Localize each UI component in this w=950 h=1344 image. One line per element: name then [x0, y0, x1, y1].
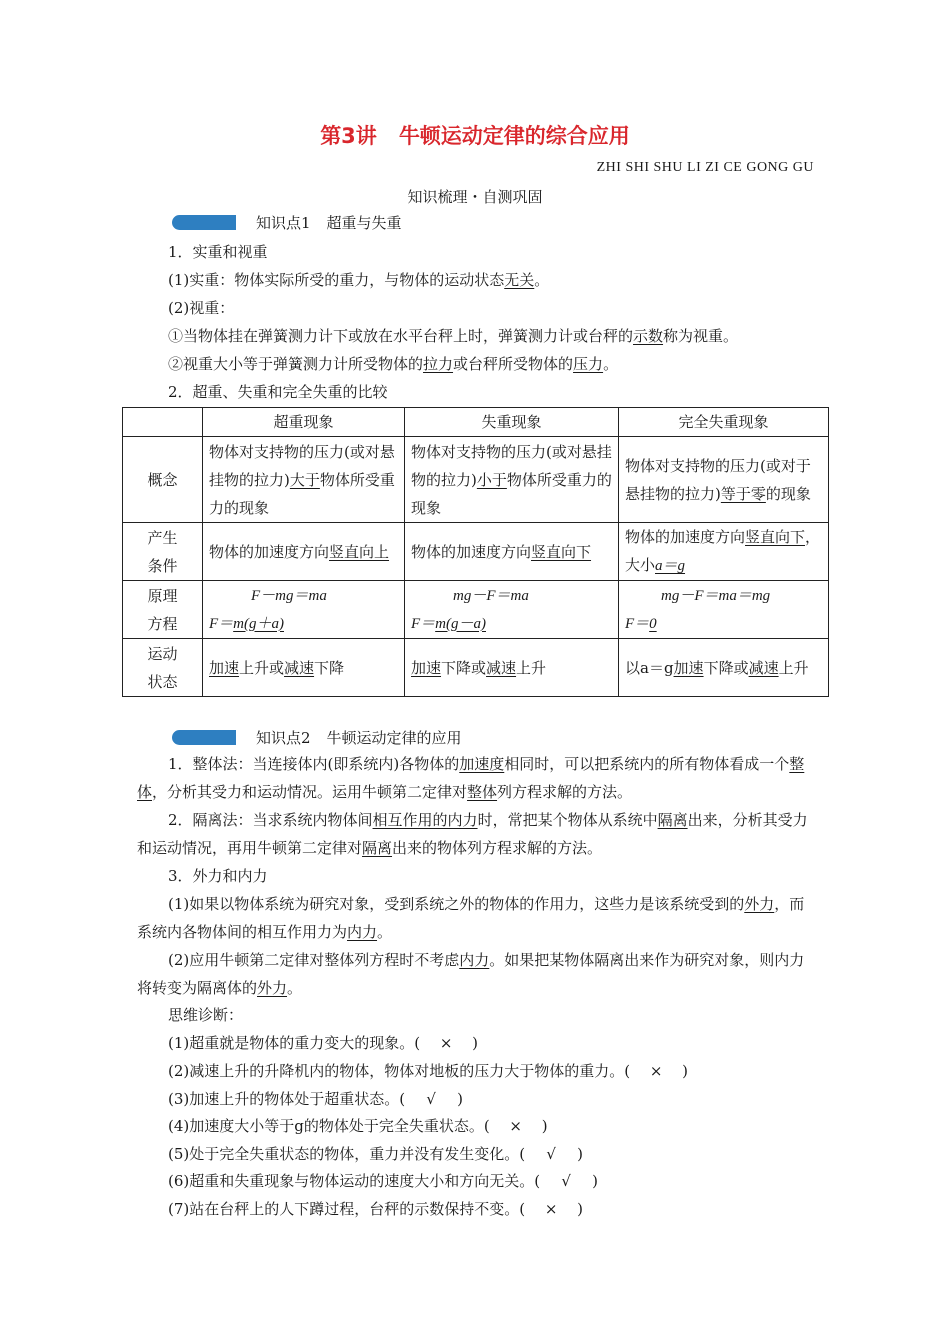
table-cell: 物体对支持物的压力(或对悬挂物的拉力)小于物体所受重力的现象: [405, 437, 619, 523]
table-cell: F－mg＝ma F＝m(g＋a): [203, 581, 405, 639]
table-cell: 物体对支持物的压力(或对悬挂物的拉力)大于物体所受重力的现象: [203, 437, 405, 523]
table-cell: mg－F＝ma＝mg F＝0: [619, 581, 829, 639]
row-label: 原理 方程: [123, 581, 203, 639]
section-subhead: 知识梳理・自测巩固: [407, 188, 543, 206]
table-row: [123, 523, 829, 581]
table-row: [123, 437, 829, 523]
kp1-item-1: 1．实重和视重: [168, 243, 268, 261]
knowledge-point-2-heading: 知识点2 牛顿运动定律的应用: [172, 727, 462, 748]
diagnosis-item: (1)超重就是物体的重力变大的现象。( × ): [168, 1034, 478, 1052]
table-cell: mg－F＝ma F＝m(g－a): [405, 581, 619, 639]
table-header: 失重现象: [405, 408, 619, 437]
kp1-item-1b1: ①当物体挂在弹簧测力计下或放在水平台秤上时，弹簧测力计或台秤的示数称为视重。: [168, 327, 739, 345]
diagnosis-title: 思维诊断：: [168, 1006, 244, 1024]
table-cell: 物体的加速度方向竖直向上: [203, 523, 405, 581]
kp2-item-3: 3．外力和内力: [168, 867, 268, 885]
comparison-table: [122, 407, 829, 697]
kp2-paragraph-external: (1)如果以物体系统为研究对象，受到系统之外的物体的作用力，这些力是该系统受到的外力，而系统内各物体间的相互作用力为内力。: [137, 895, 805, 941]
table-row: [123, 639, 829, 697]
table-cell: 加速上升或减速下降: [203, 639, 405, 697]
diagnosis-item: (4)加速度大小等于g的物体处于完全失重状态。( × ): [168, 1117, 548, 1135]
diagnosis-item: (3)加速上升的物体处于超重状态。( √ ): [168, 1090, 463, 1108]
row-label: 产生 条件: [123, 523, 203, 581]
kp1-item-1a: (1)实重：物体实际所受的重力，与物体的运动状态无关。: [168, 271, 550, 289]
table-cell: 物体对支持物的压力(或对于悬挂物的拉力)等于零的现象: [619, 437, 829, 523]
table-row: [123, 581, 829, 639]
kp1-item-1b: (2)视重：: [168, 299, 235, 317]
diagnosis-item: (5)处于完全失重状态的物体，重力并没有发生变化。( √ ): [168, 1145, 583, 1163]
kp2-paragraph-isolate: 2．隔离法：当求系统内物体间相互作用的内力时，常把某个物体从系统中隔离出来，分析其受力和运动情况，再用牛顿第二定律对隔离出来的物体列方程求解的方法。: [137, 811, 808, 857]
pinyin-heading: ZHI SHI SHU LI ZI CE GONG GU: [596, 160, 814, 175]
table-header-row: [123, 408, 829, 437]
table-cell: 物体的加速度方向竖直向下: [405, 523, 619, 581]
row-label: 概念: [123, 437, 203, 523]
diagnosis-item: (7)站在台秤上的人下蹲过程，台秤的示数保持不变。( × ): [168, 1200, 583, 1218]
table-cell: 加速下降或减速上升: [405, 639, 619, 697]
table-corner-cell: [123, 408, 203, 437]
kp2-paragraph-whole: 1．整体法：当连接体内(即系统内)各物体的加速度相同时，可以把系统内的所有物体看成一个整体，分析其受力和运动情况。运用牛顿第二定律对整体列方程求解的方法。: [137, 755, 805, 801]
kp1-item-1b2: ②视重大小等于弹簧测力计所受物体的拉力或台秤所受物体的压力。: [168, 355, 619, 373]
diagnosis-item: (2)减速上升的升降机内的物体，物体对地板的压力大于物体的重力。( × ): [168, 1062, 688, 1080]
table-header: 完全失重现象: [619, 408, 829, 437]
table-cell: 物体的加速度方向竖直向下，大小a＝g: [619, 523, 829, 581]
section-bar-icon: [172, 730, 236, 745]
knowledge-point-1-heading: 知识点1 超重与失重: [172, 212, 402, 233]
row-label: 运动 状态: [123, 639, 203, 697]
table-cell: 以a＝g加速下降或减速上升: [619, 639, 829, 697]
page-title: 第3讲 牛顿运动定律的综合应用: [320, 124, 630, 148]
diagnosis-item: (6)超重和失重现象与物体运动的速度大小和方向无关。( √ ): [168, 1172, 598, 1190]
table-header: 超重现象: [203, 408, 405, 437]
kp2-paragraph-internal: (2)应用牛顿第二定律对整体列方程时不考虑内力。如果把某物体隔离出来作为研究对象，则内力将转变为隔离体的外力。: [137, 951, 805, 997]
section-bar-icon: [172, 215, 236, 230]
kp1-item-2: 2．超重、失重和完全失重的比较: [168, 383, 388, 401]
